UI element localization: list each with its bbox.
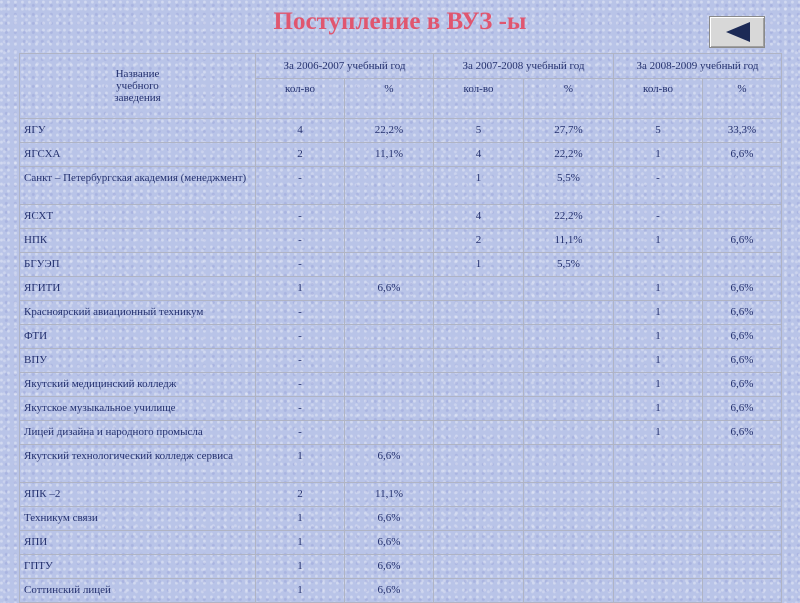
count-2007-cell xyxy=(434,555,524,579)
percent-2006-cell xyxy=(345,349,434,373)
percent-2006-cell: 22,2% xyxy=(345,119,434,143)
institution-name-cell: Лицей дизайна и народного промысла xyxy=(20,421,256,445)
institution-name-cell: ФТИ xyxy=(20,325,256,349)
institution-name-cell: ЯПИ xyxy=(20,531,256,555)
percent-2008-cell: 6,6% xyxy=(703,301,782,325)
institution-name-cell: БГУЭП xyxy=(20,253,256,277)
percent-2008-cell xyxy=(703,531,782,555)
count-2008-cell xyxy=(614,507,703,531)
institution-name-cell: Якутский технологический колледж сервиса xyxy=(20,445,256,483)
left-arrow-icon xyxy=(726,22,750,42)
count-2006-cell: 1 xyxy=(256,507,345,531)
percent-2006-cell: 6,6% xyxy=(345,531,434,555)
table-row xyxy=(20,119,782,143)
institution-name-cell: ЯСХТ xyxy=(20,205,256,229)
percent-2006-cell: 11,1% xyxy=(345,483,434,507)
count-2007-cell: 2 xyxy=(434,229,524,253)
percent-2006-cell: 6,6% xyxy=(345,507,434,531)
percent-2006-cell: 6,6% xyxy=(345,445,434,483)
count-2006-cell: 1 xyxy=(256,277,345,301)
institution-name-cell: ГПТУ xyxy=(20,555,256,579)
percent-2006-cell xyxy=(345,373,434,397)
count-2006-cell: 1 xyxy=(256,445,345,483)
count-2006-cell: - xyxy=(256,421,345,445)
percent-2008-cell: 33,3% xyxy=(703,119,782,143)
institution-name-cell: ЯГИТИ xyxy=(20,277,256,301)
percent-2008-cell: 6,6% xyxy=(703,349,782,373)
count-2007-cell xyxy=(434,325,524,349)
percent-2007-cell xyxy=(524,301,614,325)
percent-2007-cell xyxy=(524,531,614,555)
name-header-line: Название xyxy=(115,68,160,80)
table-row xyxy=(20,349,782,373)
count-2006-cell: 2 xyxy=(256,483,345,507)
count-2007-cell xyxy=(434,483,524,507)
percent-2006-cell: 6,6% xyxy=(345,555,434,579)
institution-name-cell: Санкт – Петербургская академия (менеджмент) xyxy=(20,167,256,205)
column-header-year-2007: За 2007-2008 учебный год xyxy=(434,54,614,79)
percent-2008-cell xyxy=(703,445,782,483)
back-button[interactable] xyxy=(709,16,765,48)
percent-2007-cell xyxy=(524,349,614,373)
percent-2008-cell: 6,6% xyxy=(703,373,782,397)
percent-2007-cell xyxy=(524,373,614,397)
percent-2006-cell: 6,6% xyxy=(345,277,434,301)
percent-2006-cell xyxy=(345,397,434,421)
percent-2008-cell xyxy=(703,205,782,229)
table-row xyxy=(20,579,782,603)
count-2008-cell: - xyxy=(614,205,703,229)
percent-2006-cell xyxy=(345,167,434,205)
table-row xyxy=(20,483,782,507)
count-2007-cell: 4 xyxy=(434,143,524,167)
count-2007-cell xyxy=(434,397,524,421)
table-row xyxy=(20,421,782,445)
percent-2007-cell xyxy=(524,507,614,531)
table-row xyxy=(20,143,782,167)
percent-2006-cell xyxy=(345,325,434,349)
count-2007-cell: 1 xyxy=(434,167,524,205)
count-2008-cell: 1 xyxy=(614,229,703,253)
column-header-count: кол-во xyxy=(614,79,703,119)
count-2006-cell: - xyxy=(256,229,345,253)
table-row xyxy=(20,507,782,531)
count-2006-cell: 2 xyxy=(256,143,345,167)
table-row xyxy=(20,373,782,397)
count-2007-cell xyxy=(434,445,524,483)
count-2007-cell xyxy=(434,349,524,373)
institution-name-cell: Красноярский авиационный техникум xyxy=(20,301,256,325)
column-header-percent: % xyxy=(703,79,782,119)
institution-name-cell: Техникум связи xyxy=(20,507,256,531)
column-header-percent: % xyxy=(345,79,434,119)
percent-2007-cell: 27,7% xyxy=(524,119,614,143)
percent-2007-cell xyxy=(524,397,614,421)
count-2008-cell: 1 xyxy=(614,143,703,167)
count-2007-cell: 5 xyxy=(434,119,524,143)
institution-name-cell: ВПУ xyxy=(20,349,256,373)
count-2008-cell: 5 xyxy=(614,119,703,143)
percent-2008-cell xyxy=(703,507,782,531)
count-2006-cell: 4 xyxy=(256,119,345,143)
table-row xyxy=(20,531,782,555)
percent-2006-cell xyxy=(345,301,434,325)
count-2007-cell xyxy=(434,579,524,603)
column-header-percent: % xyxy=(524,79,614,119)
percent-2007-cell xyxy=(524,325,614,349)
count-2007-cell xyxy=(434,421,524,445)
percent-2008-cell: 6,6% xyxy=(703,421,782,445)
institution-name-cell: НПК xyxy=(20,229,256,253)
percent-2008-cell: 6,6% xyxy=(703,229,782,253)
table-row xyxy=(20,229,782,253)
percent-2007-cell xyxy=(524,277,614,301)
percent-2008-cell: 6,6% xyxy=(703,277,782,301)
column-header-name xyxy=(20,54,256,119)
percent-2007-cell xyxy=(524,579,614,603)
table-row xyxy=(20,445,782,483)
percent-2008-cell xyxy=(703,483,782,507)
count-2006-cell: - xyxy=(256,253,345,277)
percent-2007-cell: 22,2% xyxy=(524,205,614,229)
percent-2006-cell xyxy=(345,229,434,253)
count-2007-cell xyxy=(434,301,524,325)
name-header-line: учебного xyxy=(116,80,159,92)
column-header-count: кол-во xyxy=(434,79,524,119)
table-row xyxy=(20,555,782,579)
percent-2006-cell xyxy=(345,205,434,229)
institution-name-cell: Якутское музыкальное училище xyxy=(20,397,256,421)
count-2006-cell: - xyxy=(256,167,345,205)
count-2008-cell xyxy=(614,445,703,483)
count-2008-cell: 1 xyxy=(614,397,703,421)
count-2007-cell xyxy=(434,373,524,397)
count-2008-cell: 1 xyxy=(614,421,703,445)
name-header-line: заведения xyxy=(114,92,161,104)
count-2006-cell: - xyxy=(256,325,345,349)
count-2008-cell: 1 xyxy=(614,277,703,301)
percent-2007-cell: 11,1% xyxy=(524,229,614,253)
table-row xyxy=(20,205,782,229)
count-2008-cell xyxy=(614,253,703,277)
count-2007-cell: 1 xyxy=(434,253,524,277)
percent-2007-cell xyxy=(524,445,614,483)
count-2006-cell: - xyxy=(256,301,345,325)
count-2008-cell: 1 xyxy=(614,301,703,325)
percent-2007-cell: 22,2% xyxy=(524,143,614,167)
percent-2008-cell: 6,6% xyxy=(703,325,782,349)
table-row xyxy=(20,167,782,205)
percent-2007-cell xyxy=(524,483,614,507)
percent-2008-cell xyxy=(703,167,782,205)
page-title: Поступление в ВУЗ -ы xyxy=(273,8,527,35)
count-2008-cell xyxy=(614,531,703,555)
count-2006-cell: - xyxy=(256,397,345,421)
column-header-year-2008: За 2008-2009 учебный год xyxy=(614,54,782,79)
percent-2006-cell: 11,1% xyxy=(345,143,434,167)
percent-2006-cell xyxy=(345,421,434,445)
percent-2007-cell xyxy=(524,421,614,445)
count-2008-cell: 1 xyxy=(614,349,703,373)
count-2006-cell: 1 xyxy=(256,579,345,603)
percent-2007-cell xyxy=(524,555,614,579)
percent-2008-cell xyxy=(703,579,782,603)
admissions-table xyxy=(19,53,782,603)
table-row xyxy=(20,397,782,421)
percent-2007-cell: 5,5% xyxy=(524,167,614,205)
percent-2006-cell xyxy=(345,253,434,277)
count-2007-cell xyxy=(434,531,524,555)
count-2006-cell: 1 xyxy=(256,531,345,555)
count-2006-cell: 1 xyxy=(256,555,345,579)
count-2006-cell: - xyxy=(256,373,345,397)
count-2007-cell xyxy=(434,507,524,531)
count-2008-cell xyxy=(614,579,703,603)
count-2007-cell xyxy=(434,277,524,301)
percent-2008-cell xyxy=(703,253,782,277)
count-2008-cell: 1 xyxy=(614,325,703,349)
institution-name-cell: ЯГСХА xyxy=(20,143,256,167)
count-2008-cell: 1 xyxy=(614,373,703,397)
count-2006-cell: - xyxy=(256,349,345,373)
column-header-year-2006: За 2006-2007 учебный год xyxy=(256,54,434,79)
percent-2008-cell: 6,6% xyxy=(703,143,782,167)
percent-2008-cell xyxy=(703,555,782,579)
percent-2008-cell: 6,6% xyxy=(703,397,782,421)
table-row xyxy=(20,253,782,277)
count-2008-cell xyxy=(614,483,703,507)
count-2008-cell: - xyxy=(614,167,703,205)
table-row xyxy=(20,301,782,325)
count-2006-cell: - xyxy=(256,205,345,229)
table-row xyxy=(20,325,782,349)
table-row xyxy=(20,277,782,301)
institution-name-cell: Якутский медицинский колледж xyxy=(20,373,256,397)
percent-2007-cell: 5,5% xyxy=(524,253,614,277)
count-2007-cell: 4 xyxy=(434,205,524,229)
institution-name-cell: ЯПК –2 xyxy=(20,483,256,507)
percent-2006-cell: 6,6% xyxy=(345,579,434,603)
column-header-count: кол-во xyxy=(256,79,345,119)
institution-name-cell: Соттинский лицей xyxy=(20,579,256,603)
count-2008-cell xyxy=(614,555,703,579)
institution-name-cell: ЯГУ xyxy=(20,119,256,143)
